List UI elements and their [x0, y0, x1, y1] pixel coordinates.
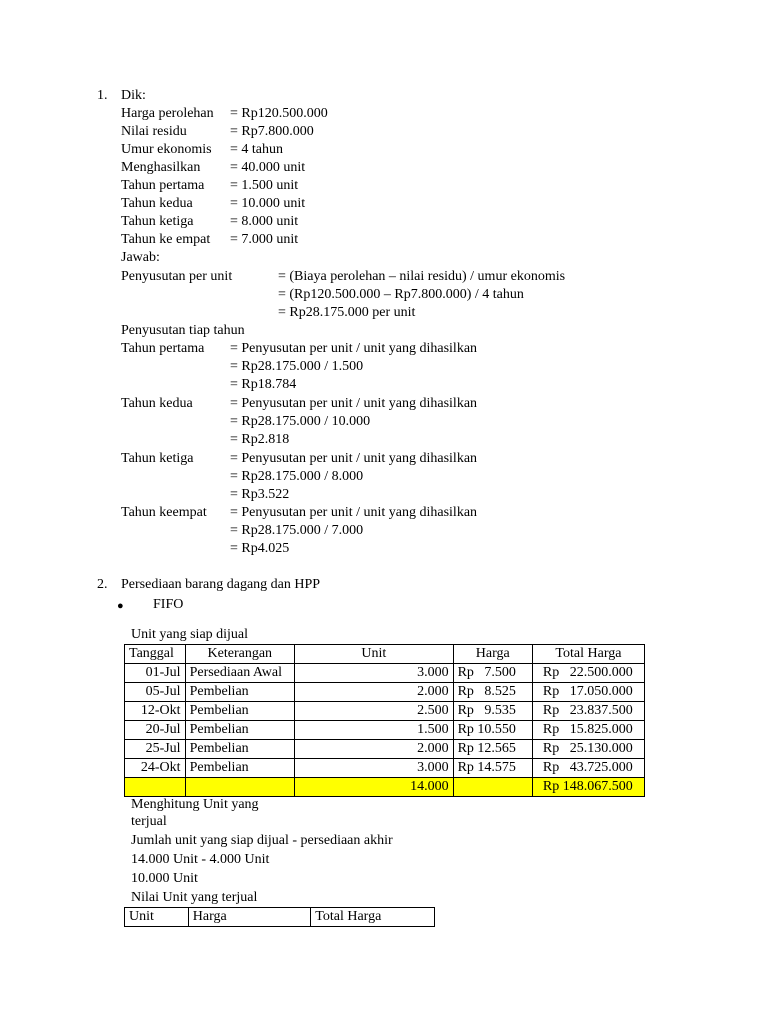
cell-keterangan: Pembelian	[185, 702, 294, 721]
given-value: = 10.000 unit	[230, 196, 306, 211]
year-label: Tahun ketiga	[121, 451, 194, 466]
cell-unit: 2.500	[295, 702, 454, 721]
cell-total: Rp 25.130.000	[532, 740, 644, 759]
given-value: = 40.000 unit	[230, 160, 306, 175]
given-value: = 4 tahun	[230, 142, 283, 157]
section2-title: Persediaan barang dagang dan HPP	[121, 577, 321, 592]
dik-label: Dik:	[121, 88, 146, 103]
year-line: = Rp4.025	[230, 541, 290, 556]
cell-unit: 3.000	[295, 759, 454, 778]
given-value: = 1.500 unit	[230, 178, 299, 193]
given-label: Tahun ketiga	[121, 214, 194, 229]
given-value: = 7.000 unit	[230, 232, 299, 247]
table-row	[125, 721, 645, 740]
header-cell: Keterangan	[185, 645, 294, 664]
year-line: = Rp28.175.000 / 1.500	[230, 359, 364, 374]
table-header-row	[125, 908, 435, 927]
given-label: Tahun pertama	[121, 178, 205, 193]
cell-empty	[453, 778, 532, 797]
given-label: Menghasilkan	[121, 160, 201, 175]
table-row	[125, 740, 645, 759]
year-line: = Penyusutan per unit / unit yang dihasilkan	[230, 341, 478, 356]
year-line: = Rp28.175.000 / 7.000	[230, 523, 364, 538]
year-line: = Rp2.818	[230, 432, 290, 447]
cell-total-unit: 14.000	[295, 778, 454, 797]
after-line: Nilai Unit yang terjual	[131, 890, 258, 905]
cell-tanggal: 12-Okt	[125, 702, 186, 721]
after-line: terjual	[131, 814, 167, 829]
header-cell: Total Harga	[311, 908, 435, 927]
section1-number: 1.	[97, 88, 108, 103]
cell-harga: Rp 12.565	[453, 740, 532, 759]
table-caption: Unit yang siap dijual	[131, 627, 249, 642]
cell-unit: 3.000	[295, 664, 454, 683]
given-label: Nilai residu	[121, 124, 187, 139]
given-label: Harga perolehan	[121, 106, 214, 121]
given-label: Umur ekonomis	[121, 142, 212, 157]
given-value: = Rp120.500.000	[230, 106, 328, 121]
section2-number: 2.	[97, 577, 108, 592]
per-unit-label: Penyusutan per unit	[121, 269, 233, 284]
tiap-tahun-heading: Penyusutan tiap tahun	[121, 323, 245, 338]
cell-unit: 1.500	[295, 721, 454, 740]
cell-total: Rp 17.050.000	[532, 683, 644, 702]
after-line: Jumlah unit yang siap dijual - persediaan akhir	[131, 833, 393, 848]
cell-unit: 2.000	[295, 740, 454, 759]
year-line: = Penyusutan per unit / unit yang dihasilkan	[230, 451, 478, 466]
table-row	[125, 683, 645, 702]
cell-keterangan: Pembelian	[185, 721, 294, 740]
header-cell: Unit	[295, 645, 454, 664]
cell-empty	[185, 778, 294, 797]
bullet-fifo: FIFO	[153, 597, 184, 612]
year-line: = Rp28.175.000 / 10.000	[230, 414, 371, 429]
table-total-row	[125, 778, 645, 797]
after-line: 10.000 Unit	[131, 871, 198, 886]
header-cell: Unit	[125, 908, 189, 927]
cell-total: Rp 22.500.000	[532, 664, 644, 683]
per-unit-line: = Rp28.175.000 per unit	[278, 305, 416, 320]
given-value: = 8.000 unit	[230, 214, 299, 229]
cell-keterangan: Pembelian	[185, 759, 294, 778]
cell-total: Rp 23.837.500	[532, 702, 644, 721]
jawab-label: Jawab:	[121, 250, 160, 265]
table-row	[125, 759, 645, 778]
header-cell: Total Harga	[532, 645, 644, 664]
sold-table	[124, 907, 435, 927]
cell-empty	[125, 778, 186, 797]
year-label: Tahun keempat	[121, 505, 207, 520]
cell-tanggal: 05-Jul	[125, 683, 186, 702]
cell-total: Rp 15.825.000	[532, 721, 644, 740]
given-label: Tahun kedua	[121, 196, 193, 211]
bullet-icon: ●	[117, 600, 124, 612]
year-line: = Rp28.175.000 / 8.000	[230, 469, 364, 484]
cell-harga: Rp 9.535	[453, 702, 532, 721]
cell-keterangan: Pembelian	[185, 683, 294, 702]
cell-harga: Rp 8.525	[453, 683, 532, 702]
year-line: = Rp18.784	[230, 377, 297, 392]
cell-harga: Rp 10.550	[453, 721, 532, 740]
cell-tanggal: 20-Jul	[125, 721, 186, 740]
year-line: = Rp3.522	[230, 487, 290, 502]
table-header-row	[125, 645, 645, 664]
per-unit-line: = (Biaya perolehan – nilai residu) / umur ekonomis	[278, 269, 566, 284]
header-cell: Tanggal	[125, 645, 186, 664]
cell-harga: Rp 7.500	[453, 664, 532, 683]
cell-grand-total: Rp 148.067.500	[532, 778, 644, 797]
after-line: Menghitung Unit yang	[131, 797, 259, 812]
per-unit-line: = (Rp120.500.000 – Rp7.800.000) / 4 tahun	[278, 287, 524, 302]
cell-unit: 2.000	[295, 683, 454, 702]
cell-tanggal: 25-Jul	[125, 740, 186, 759]
table-row	[125, 702, 645, 721]
year-line: = Penyusutan per unit / unit yang dihasilkan	[230, 396, 478, 411]
cell-tanggal: 24-Okt	[125, 759, 186, 778]
after-line: 14.000 Unit - 4.000 Unit	[131, 852, 270, 867]
cell-harga: Rp 14.575	[453, 759, 532, 778]
table-row	[125, 664, 645, 683]
year-label: Tahun kedua	[121, 396, 193, 411]
cell-keterangan: Persediaan Awal	[185, 664, 294, 683]
cell-tanggal: 01-Jul	[125, 664, 186, 683]
fifo-table	[124, 644, 645, 797]
header-cell: Harga	[188, 908, 310, 927]
cell-total: Rp 43.725.000	[532, 759, 644, 778]
given-label: Tahun ke empat	[121, 232, 211, 247]
header-cell: Harga	[453, 645, 532, 664]
given-value: = Rp7.800.000	[230, 124, 314, 139]
cell-keterangan: Pembelian	[185, 740, 294, 759]
year-label: Tahun pertama	[121, 341, 205, 356]
year-line: = Penyusutan per unit / unit yang dihasilkan	[230, 505, 478, 520]
